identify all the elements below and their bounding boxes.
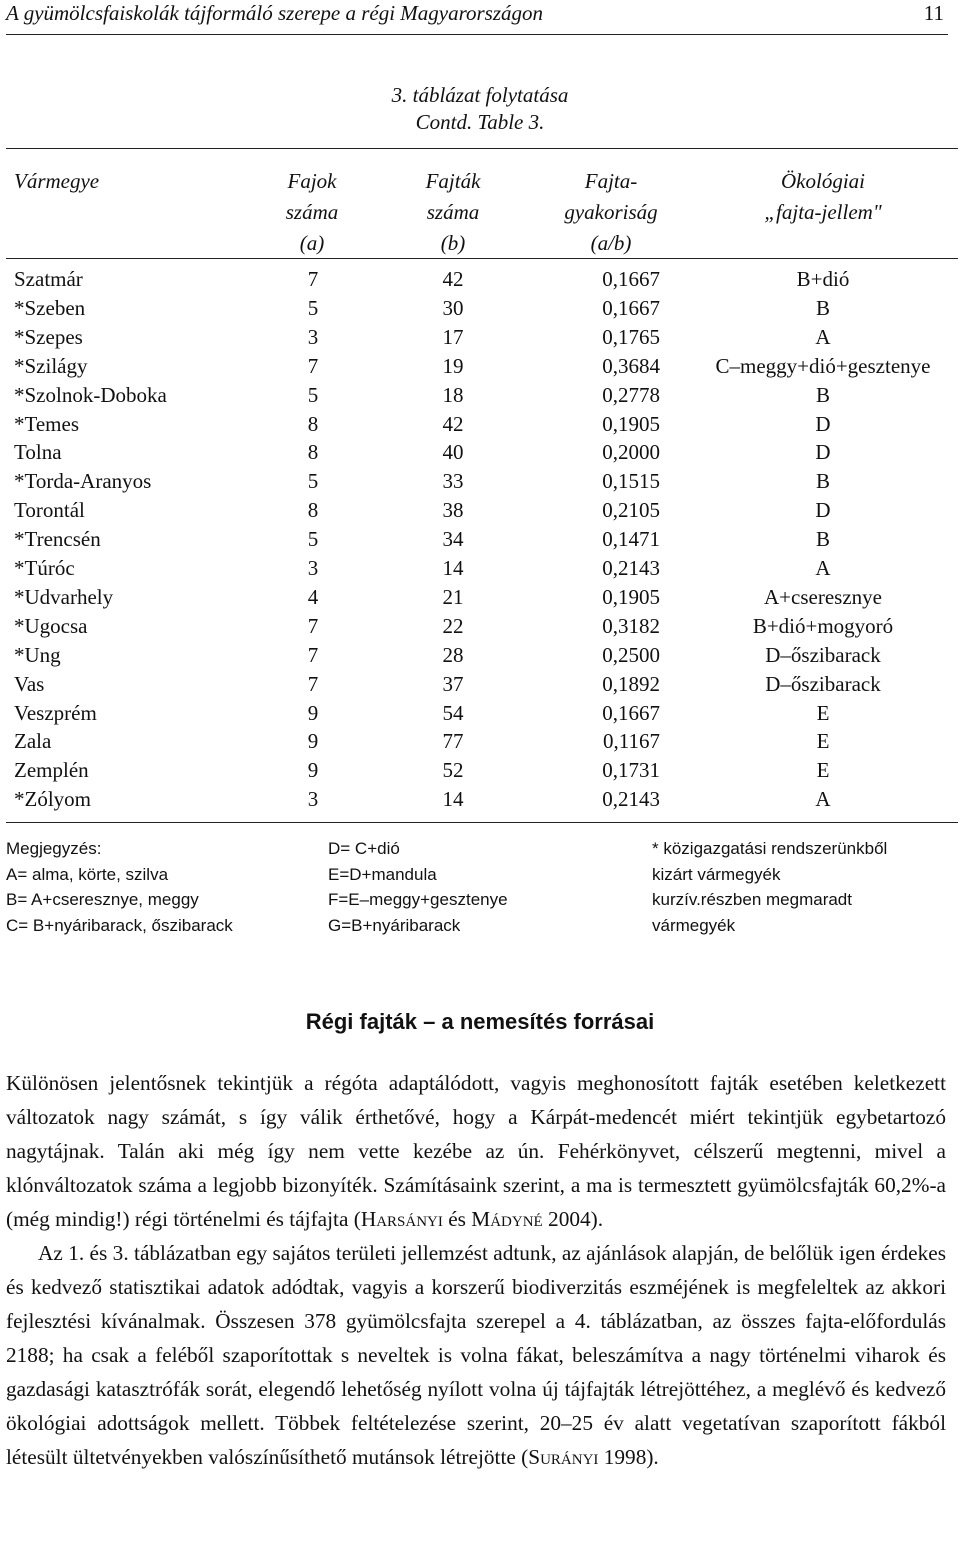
frequency-cell: 0,2778 [602,382,660,407]
county-cell: *Temes [14,411,80,436]
table-row [0,641,960,670]
county-cell: Torontál [14,498,85,523]
body-text [6,1066,946,1474]
county-cell: *Zólyom [14,787,91,812]
variety-count-cell: 34 [442,527,464,552]
table-row [0,467,960,496]
species-count-cell: 7 [307,671,319,696]
note-line: C= B+nyáribarack, őszibarack [6,915,233,935]
species-count-cell: 5 [307,469,319,494]
county-cell: Zala [14,729,52,754]
ecological-cell: D [815,411,831,436]
table-row [0,525,960,554]
variety-count-cell: 38 [442,498,464,523]
ecological-cell: E [816,700,830,725]
ecological-cell: D–őszibarack [765,671,881,696]
species-count-cell: 7 [307,642,319,667]
ecological-cell: A [815,324,831,349]
species-count-cell: 7 [307,613,319,638]
ecological-cell: A+cseresznye [764,584,882,609]
table-row [0,438,960,467]
table-header-rule [6,258,958,259]
variety-count-cell: 28 [442,642,464,667]
section-title: Régi fajták – a nemesítés forrásai [305,1009,655,1034]
county-cell: Vas [14,671,45,696]
note-line: kurzív.részben megmaradt [652,890,852,909]
frequency-cell: 0,1471 [602,527,660,552]
header-ecological: Ökológiai „fajta-jellem" [764,169,882,224]
frequency-cell: 0,1905 [602,411,660,436]
frequency-cell: 0,3684 [602,353,660,378]
species-count-cell: 9 [307,758,319,783]
author-citation: Surányi [528,1445,599,1469]
note-line: F=E–meggy+gesztenye [328,890,508,909]
species-count-cell: 5 [307,382,319,407]
county-cell: *Ung [14,642,61,667]
species-count-cell: 3 [307,556,319,580]
frequency-cell: 0,1167 [603,729,660,754]
county-cell: *Szepes [14,324,83,349]
ecological-cell: B+dió [796,267,850,291]
ecological-cell: D [815,498,831,523]
frequency-cell: 0,1765 [602,324,660,349]
ecological-cell: B [815,382,830,407]
running-head [6,0,946,26]
ecological-cell: E [816,729,830,754]
variety-count-cell: 77 [442,729,464,754]
county-cell: *Túróc [14,556,75,580]
ecological-cell: A [815,556,831,580]
county-cell: *Torda-Aranyos [14,469,152,494]
variety-count-cell: 14 [442,556,464,580]
table-row [0,612,960,641]
county-cell: Szatmár [14,267,83,291]
table-caption-hu: 3. táblázat folytatása [391,83,569,107]
county-cell: *Trencsén [14,527,101,552]
ecological-cell: E [816,758,830,783]
table-top-rule [6,148,958,149]
county-cell: *Udvarhely [14,584,114,609]
species-count-cell: 3 [307,324,319,349]
running-head-title: A gyümölcsfaiskolák tájformáló szerepe a régi Magyarországon [6,1,544,25]
ecological-cell: C–meggy+dió+gesztenye [715,353,931,378]
frequency-cell: 0,2143 [602,787,660,812]
ecological-cell: B [815,469,830,494]
header-species-count: Fajok száma (a) [285,169,339,255]
ecological-cell: B+dió+mogyoró [752,613,894,638]
county-cell: Veszprém [14,700,97,725]
county-cell: Zemplén [14,758,89,783]
variety-count-cell: 33 [442,469,464,494]
table-row [0,381,960,410]
notes-column-3 [652,836,887,938]
species-count-cell: 8 [307,440,319,465]
frequency-cell: 0,1667 [602,267,660,291]
notes-column-1 [6,836,233,938]
notes-column-2 [328,836,508,938]
note-line: D= C+dió [328,839,400,858]
header-rule [6,34,948,35]
note-line: B= A+cseresznye, meggy [6,890,199,909]
variety-count-cell: 17 [442,324,464,349]
note-line: * közigazgatási rendszerünkből [652,839,888,858]
frequency-cell: 0,1731 [602,758,660,783]
table-row [0,756,960,785]
species-count-cell: 5 [307,527,319,552]
table-row [0,265,960,294]
frequency-cell: 0,2000 [602,440,660,465]
species-count-cell: 5 [307,295,319,320]
frequency-cell: 0,2143 [602,556,660,580]
paragraph-2: Az 1. és 3. táblázatban egy sajátos területi jellemzést adtunk, az ajánlások alapján, de belőlük igen érdekes és kedvező statisztikai adatok adódtak, vagyis a korszerű biodiverzitás eszméjének is megfeleltek az akkori fejlesztési kívánalmak. Összesen 378 gyümölcsfajta szerepel a 4. táblázatban, az összes fajta-előfordulás 2188; ha csak a feléből szaporítottak s neveltek is volna fákat, beleszámítva a nagy történelmi viharok és gazdasági katasztrófák sorát, elegendő lehetőség nyílott volna új tájfajták létrejöttéhez, a meglévő és kedvező ökológiai adottságok mellett. Többek feltételezése szerint, 20–25 év alatt vegetatívan szaporított fákból létesült ültetvényekben valószínűsíthető mutánsok létrejötte (Surányi 1998). [6,1241,946,1469]
county-cell: *Szilágy [14,353,88,378]
species-count-cell: 7 [307,267,319,291]
species-count-cell: 8 [307,498,319,523]
table-row [0,670,960,699]
paragraph-1: Különösen jelentősnek tekintjük a régóta adaptálódott, vagyis meghonosított fajták esetében keletkezett változatok nagy számát, s így válik érthetővé, hogy a Kárpát-medencét miért tekintjük egybetartozó nagytájnak. Talán aki még így nem vette kezébe az ún. Fehérkönyvet, célszerű megtenni, mivel a klónváltozatok száma a legjobb bizonyíték. Számításaink szerint, a ma is termesztett gyümölcsfajták 60,2%-a (még mindig!) régi történelmi és tájfajta (Harsányi és Mádyné 2004). [6,1071,946,1231]
variety-count-cell: 22 [442,613,464,638]
page-number: 11 [923,1,944,25]
species-count-cell: 7 [307,353,319,378]
note-line: G=B+nyáribarack [328,915,461,935]
frequency-cell: 0,2500 [602,642,660,667]
species-count-cell: 9 [307,729,319,754]
note-line: A= alma, körte, szilva [6,864,169,884]
county-cell: *Ugocsa [14,613,88,638]
variety-count-cell: 14 [442,787,464,812]
frequency-cell: 0,3182 [602,613,660,638]
species-count-cell: 3 [307,787,319,812]
frequency-cell: 0,1892 [602,671,660,696]
header-county: Vármegye [14,169,100,193]
variety-count-cell: 37 [442,671,464,696]
variety-count-cell: 19 [442,353,464,378]
table-caption-en: Contd. Table 3. [415,110,545,134]
frequency-cell: 0,1667 [602,700,660,725]
table-row [0,496,960,525]
ecological-cell: D–őszibarack [765,642,881,667]
header-frequency: Fajta- gyakoriság (a/b) [564,169,658,255]
frequency-cell: 0,1515 [602,469,660,494]
county-cell: *Szeben [14,295,86,320]
variety-count-cell: 42 [442,267,464,291]
ecological-cell: D [815,440,831,465]
table-row [0,554,960,583]
header-variety-count: Fajták száma (b) [425,169,481,255]
note-line: vármegyék [652,915,736,935]
species-count-cell: 9 [307,700,319,725]
notes-heading: Megjegyzés: [6,839,102,858]
table-row [0,294,960,323]
county-cell: Tolna [14,440,62,465]
frequency-cell: 0,1905 [602,584,660,609]
frequency-cell: 0,2105 [602,498,660,523]
species-count-cell: 4 [307,584,319,609]
variety-count-cell: 42 [442,411,464,436]
variety-count-cell: 21 [442,584,464,609]
note-line: E=D+mandula [328,864,437,884]
author-citation: Mádyné [471,1207,543,1231]
table-row [0,352,960,381]
table-row [0,410,960,439]
ecological-cell: B [815,527,830,552]
table-bottom-rule [6,822,958,823]
table-row [0,785,960,814]
table-row [0,323,960,352]
variety-count-cell: 52 [442,758,464,783]
county-cell: *Szolnok-Doboka [14,382,167,407]
table-row [0,727,960,756]
table-row [0,583,960,612]
frequency-cell: 0,1667 [602,295,660,320]
variety-count-cell: 54 [442,700,464,725]
variety-count-cell: 18 [442,382,464,407]
variety-count-cell: 40 [442,440,464,465]
note-line: kizárt vármegyék [652,864,781,884]
ecological-cell: A [815,787,831,812]
author-citation: Harsányi [360,1207,443,1231]
species-count-cell: 8 [307,411,319,436]
variety-count-cell: 30 [442,295,464,320]
table-row [0,699,960,728]
ecological-cell: B [815,295,830,320]
